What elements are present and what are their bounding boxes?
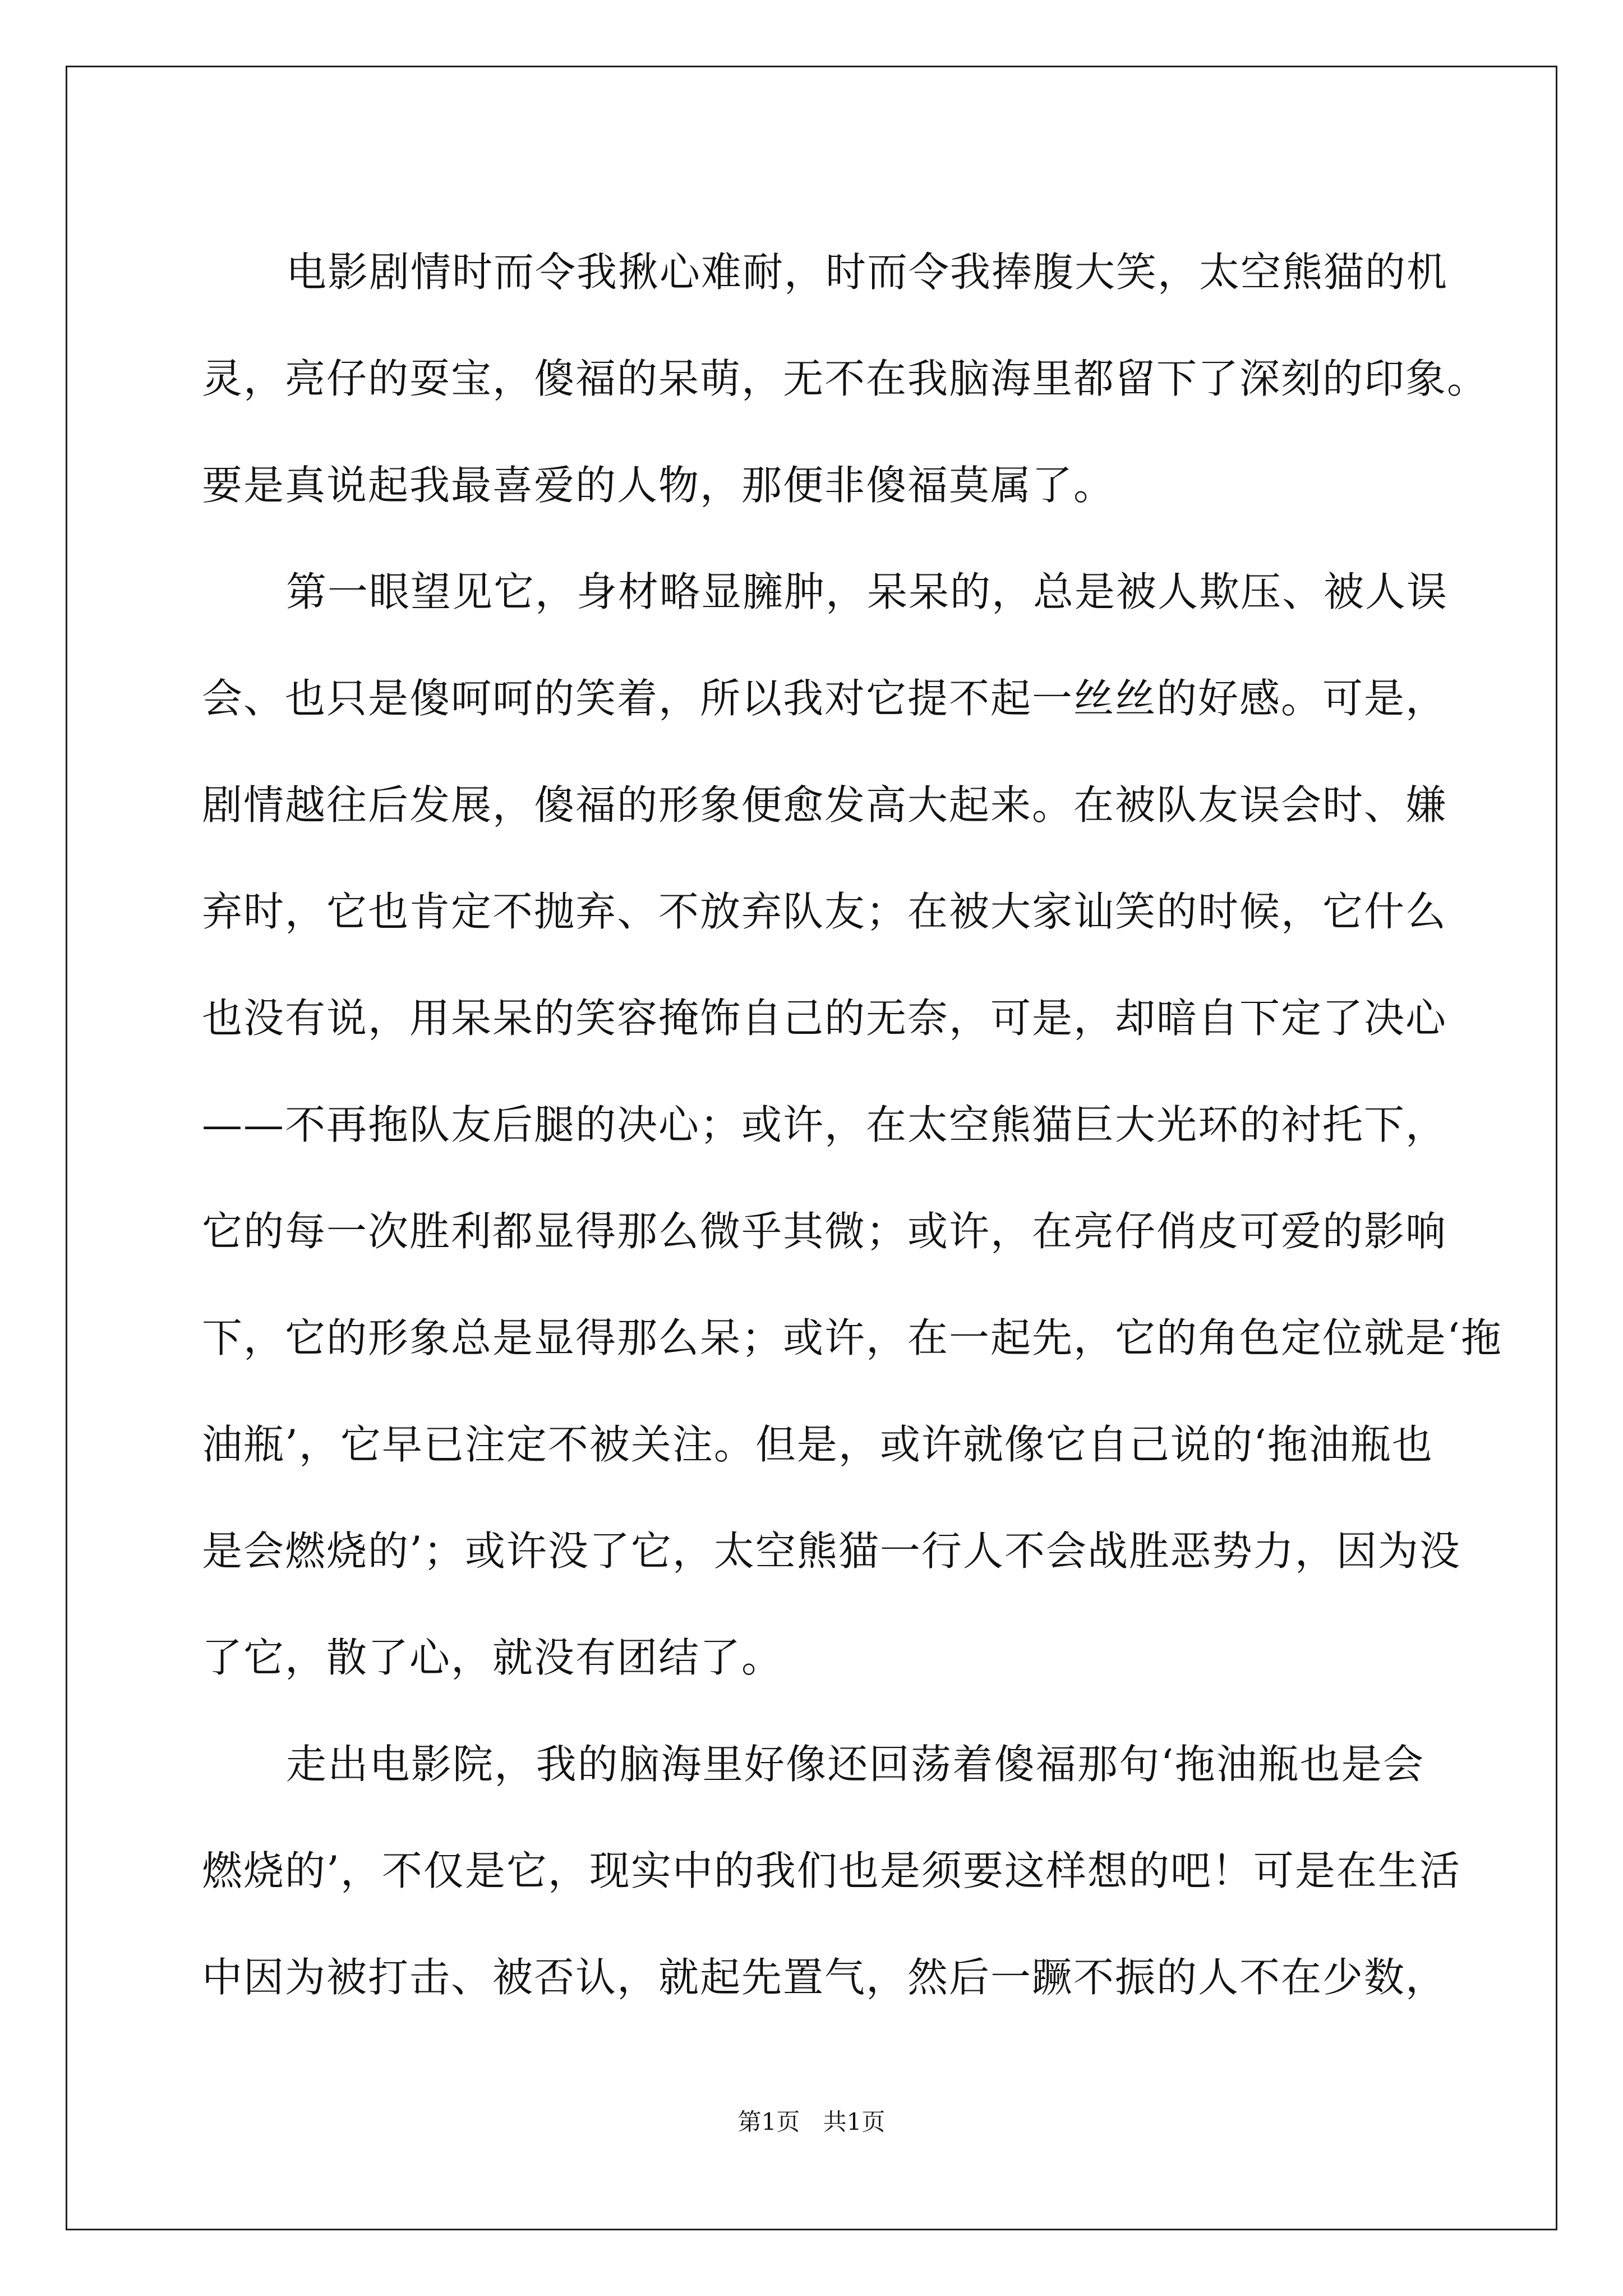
- document-body: [202, 219, 1502, 2031]
- text-line: 弃时，它也肯定不抛弃、不放弃队友；在被大家讪笑的时候，它什么: [202, 888, 1447, 935]
- text-line: 是会燃烧的’；或许没了它，太空熊猫一行人不会战胜恶势力，因为没: [202, 1527, 1461, 1575]
- text-line: 剧情越往后发展，傻福的形象便愈发高大起来。在被队友误会时、嫌: [202, 781, 1447, 829]
- text-line: 走出电影院，我的脑海里好像还回荡着傻福那句‘拖油瓶也是会: [286, 1741, 1424, 1788]
- text-line: 它的每一次胜利都显得那么微乎其微；或许，在亮仔俏皮可爱的影响: [202, 1208, 1447, 1255]
- text-line: 会、也只是傻呵呵的笑着，所以我对它提不起一丝丝的好感。可是，: [202, 675, 1447, 722]
- text-line: 燃烧的’，不仅是它，现实中的我们也是须要这样想的吧！可是在生活: [202, 1847, 1461, 1894]
- paragraph-2: [202, 539, 1502, 1711]
- text-line: 电影剧情时而令我揪心难耐，时而令我捧腹大笑，太空熊猫的机: [286, 249, 1449, 296]
- paragraph-1: [202, 219, 1489, 539]
- text-line: 油瓶’，它早已注定不被关注。但是，或许就像它自己说的‘拖油瓶也: [202, 1421, 1433, 1468]
- page-total: 共1页: [823, 2108, 886, 2136]
- text-line: 了它，散了心，就没有团结了。: [202, 1634, 783, 1681]
- text-line: 要是真说起我最喜爱的人物，那便非傻福莫属了。: [202, 462, 1115, 509]
- text-line: 也没有说，用呆呆的笑容掩饰自己的无奈，可是，却暗自下定了决心: [202, 995, 1447, 1042]
- text-line: 下，它的形象总是显得那么呆；或许，在一起先，它的角色定位就是‘拖: [202, 1314, 1502, 1361]
- page-number: 第1页: [737, 2108, 800, 2136]
- text-line: 中因为被打击、被否认，就起先置气，然后一蹶不振的人不在少数，: [202, 1954, 1447, 2001]
- paragraph-3: [202, 1711, 1461, 2031]
- text-line: ——不再拖队友后腿的决心；或许，在太空熊猫巨大光环的衬托下，: [202, 1101, 1447, 1148]
- text-line: 第一眼望见它，身材略显臃肿，呆呆的，总是被人欺压、被人误: [286, 568, 1449, 615]
- text-line: 灵，亮仔的耍宝，傻福的呆萌，无不在我脑海里都留下了深刻的印象。: [202, 355, 1489, 402]
- page-footer: [0, 2104, 1623, 2137]
